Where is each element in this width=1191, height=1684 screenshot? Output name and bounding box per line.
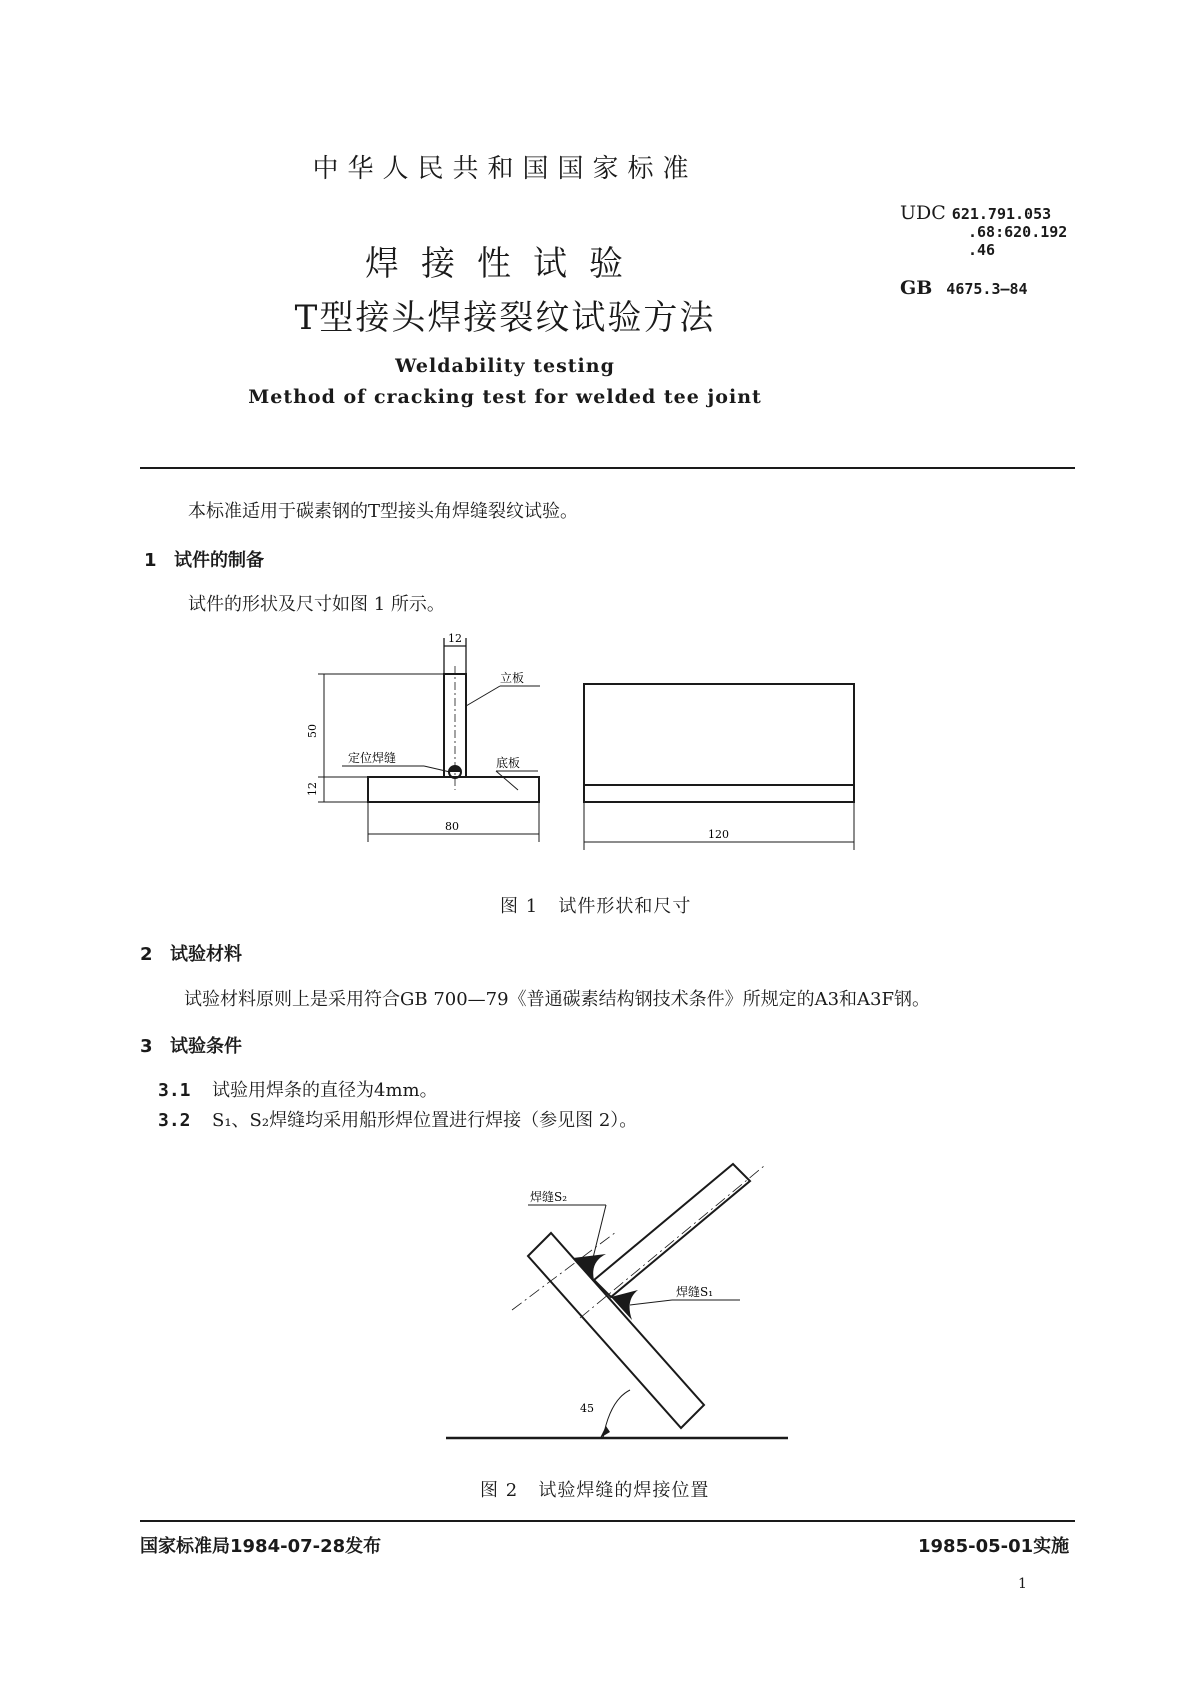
item-3-1-number: 3.1 [158, 1080, 191, 1101]
item-3-2-number: 3.2 [158, 1110, 191, 1131]
section-1-number: 1 [144, 550, 157, 571]
udc-block [900, 204, 1067, 259]
section-1-title: 试件的制备 [174, 550, 264, 571]
gb-block [900, 277, 1028, 299]
fig2-label-weld-s1: 焊缝S₁ [676, 1285, 714, 1299]
section-2-heading [140, 940, 242, 966]
fig1-dim-width: 80 [445, 820, 459, 833]
fig2-label-weld-s2: 焊缝S₂ [530, 1190, 568, 1204]
section-3-number: 3 [140, 1036, 153, 1057]
effective-date: 1985-05-01实施 [918, 1536, 1070, 1557]
fig1-label-tack-weld: 定位焊缝 [348, 751, 397, 765]
figure-2-caption-text: 试验焊缝的焊接位置 [538, 1480, 710, 1501]
udc-label: UDC [900, 202, 946, 224]
page-number: 1 [1018, 1576, 1027, 1592]
title-cn-line1: 焊接性试验 [365, 244, 645, 284]
section-3-title: 试验条件 [170, 1036, 242, 1057]
footer-divider [140, 1520, 1075, 1522]
fig1-label-base-plate: 底板 [496, 756, 521, 770]
fig1-dim-length: 120 [708, 828, 729, 841]
figure-2-caption [480, 1476, 709, 1502]
gb-number: 4675.3—84 [946, 280, 1028, 298]
fig1-label-vertical-plate: 立板 [500, 671, 525, 685]
section-2-text: 试验材料原则上是采用符合GB 700—79《普通碳素结构钢技术条件》所规定的A3和A3F钢。 [184, 989, 930, 1010]
section-3-item-2 [158, 1106, 637, 1132]
item-3-2-text: S₁、S₂焊缝均采用船形焊位置进行焊接（参见图 2）。 [212, 1110, 638, 1131]
gb-label: GB [900, 277, 933, 299]
figure-1-drawing [300, 630, 880, 860]
figure-1-caption [500, 892, 691, 918]
fig1-dim-top: 12 [448, 632, 462, 645]
udc-line2: .68:620.192 [968, 223, 1068, 241]
item-3-1-text: 试验用焊条的直径为4mm。 [212, 1080, 438, 1101]
issue-date: 国家标准局1984-07-28发布 [140, 1536, 382, 1557]
section-3-item-1 [158, 1076, 438, 1102]
figure-2-drawing [430, 1150, 800, 1460]
section-1-heading [144, 546, 264, 572]
figure-1-caption-num: 图 1 [500, 896, 539, 917]
figure-2-caption-num: 图 2 [480, 1480, 519, 1501]
standard-name: 中华人民共和国国家标准 [312, 154, 698, 184]
fig1-dim-height: 50 [306, 724, 319, 738]
title-cn-line2: T型接头焊接裂纹试验方法 [294, 298, 716, 338]
section-1-text: 试件的形状及尺寸如图 1 所示。 [188, 594, 445, 615]
section-2-title: 试验材料 [170, 944, 242, 965]
udc-line3: .46 [968, 241, 996, 259]
title-en-line1: Weldability testing [395, 355, 615, 377]
intro-text: 本标准适用于碳素钢的T型接头角焊缝裂纹试验。 [188, 501, 579, 522]
section-2-number: 2 [140, 944, 153, 965]
figure-1-caption-text: 试件形状和尺寸 [558, 896, 692, 917]
section-3-heading [140, 1032, 242, 1058]
fig1-dim-base-thickness: 12 [306, 782, 319, 796]
header-divider [140, 467, 1075, 469]
title-en-line2: Method of cracking test for welded tee joint [248, 386, 762, 408]
udc-line1: 621.791.053 [951, 205, 1052, 223]
fig2-angle: 45 [580, 1402, 594, 1415]
